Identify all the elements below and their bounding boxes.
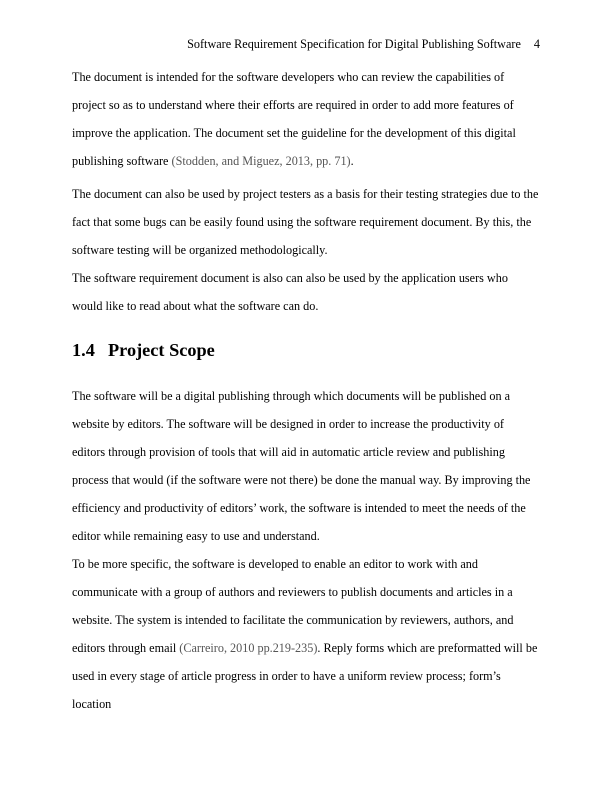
paragraph-tail: . xyxy=(350,154,354,168)
page-header xyxy=(187,37,540,52)
section-title: Project Scope xyxy=(108,340,215,360)
document-body xyxy=(72,63,540,718)
paragraph-text: The software requirement document is also can also be used by the application users who would like to read about what the software can do. xyxy=(72,271,508,313)
section-heading xyxy=(72,320,540,382)
paragraph-text: To be more specific, the software is developed to enable an editor to work with and communicate with a group of authors and reviewers to publish documents and articles in a website. The system is intended to facilitate the communication by reviewers, authors, and editors through email xyxy=(72,557,514,655)
paragraph-audience-users xyxy=(72,264,540,320)
citation-stodden: (Stodden, and Miguez, 2013, pp. 71) xyxy=(171,154,351,168)
paragraph-text: The document can also be used by project testers as a basis for their testing strategies due to the fact that some bugs can be easily found using the software requirement document. By this, the software testing will be organized methodologically. xyxy=(72,187,539,257)
section-number: 1.4 xyxy=(72,340,95,360)
paragraph-scope-details xyxy=(72,550,540,718)
paragraph-text: The software will be a digital publishing through which documents will be published on a website by editors. The software will be designed in order to increase the productivity of editors through provision of tools that will aid in automatic article review and publishing process that would (if the software were not there) be done the manual way. By improving the efficiency and productivity of editors’ work, the software is intended to meet the needs of the editor while remaining easy to use and understand. xyxy=(72,389,531,543)
paragraph-text: The document is intended for the software developers who can review the capabilities of project so as to understand where their efforts are required in order to add more features of improve the application. The document set the guideline for the development of this digital publishing software xyxy=(72,70,516,168)
citation-carreiro: (Carreiro, 2010 pp.219-235) xyxy=(179,641,318,655)
paragraph-tail: . Reply forms which are preformatted will be used in every stage of article progress in order to have a uniform review process; form’s location xyxy=(72,641,538,711)
header-title: Software Requirement Specification for Digital Publishing Software xyxy=(187,37,521,51)
paragraph-audience-testers xyxy=(72,180,540,264)
page-number: 4 xyxy=(533,37,540,51)
paragraph-scope-overview xyxy=(72,382,540,550)
paragraph-audience-developers xyxy=(72,63,540,175)
